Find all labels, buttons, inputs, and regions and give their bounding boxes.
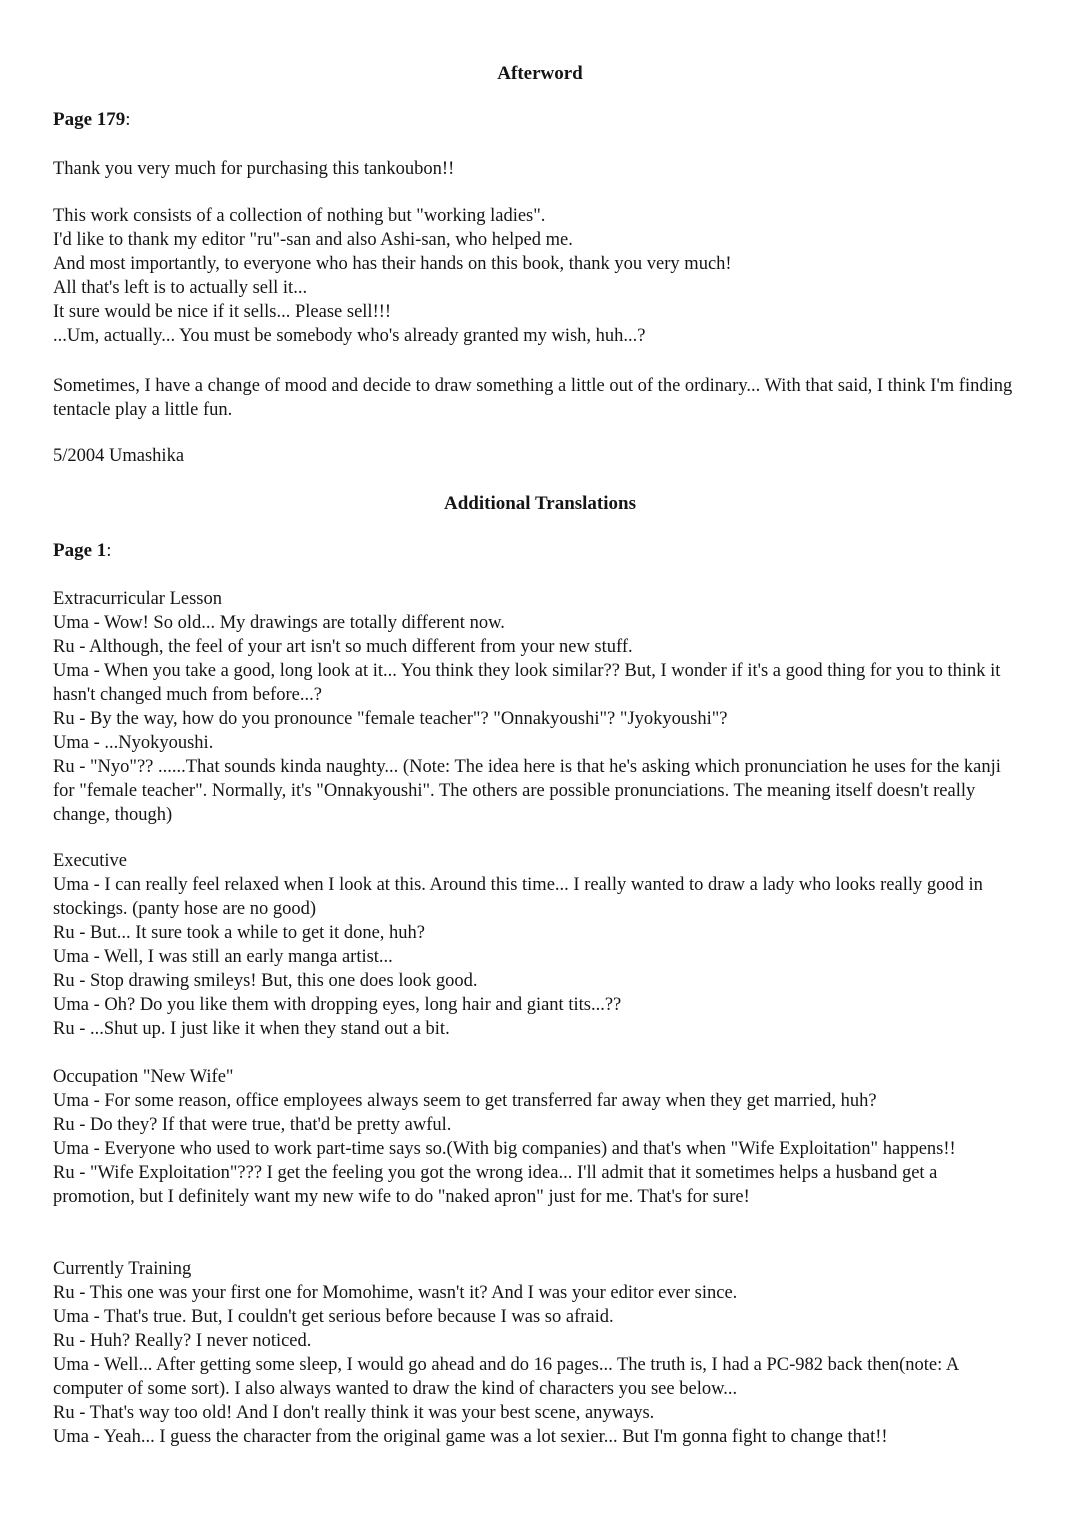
dialogue-line: Ru - ...Shut up. I just like it when they stand out a bit. bbox=[53, 1019, 450, 1039]
section-currently-training bbox=[53, 1257, 1013, 1449]
afterword-line: ...Um, actually... You must be somebody who's already granted my wish, huh...? bbox=[53, 326, 646, 346]
afterword-thanks: Thank you very much for purchasing this tankoubon!! bbox=[53, 159, 455, 179]
afterword-signature: 5/2004 Umashika bbox=[53, 446, 185, 466]
section-heading: Currently Training bbox=[53, 1259, 192, 1279]
dialogue-line: Uma - Well, I was still an early manga artist... bbox=[53, 947, 393, 967]
dialogue-line: Uma - Everyone who used to work part-time says so.(With big companies) and that's when "Wife Exploitation" happens!! bbox=[53, 1139, 956, 1159]
dialogue-line: Ru - "Wife Exploitation"??? I get the feeling you got the wrong idea... I'll admit that it sometimes helps a husband get a promotion, but I definitely want my new wife to do "naked apron" just for me. That's for sure! bbox=[53, 1163, 938, 1207]
dialogue-line: Ru - That's way too old! And I don't really think it was your best scene, anyways. bbox=[53, 1403, 655, 1423]
page-label-179: Page 179: bbox=[53, 109, 131, 130]
section-executive bbox=[53, 849, 1013, 1041]
afterword-line: It sure would be nice if it sells... Please sell!!! bbox=[53, 302, 392, 322]
section-extracurricular-lesson bbox=[53, 587, 1013, 827]
dialogue-line: Ru - This one was your first one for Momohime, wasn't it? And I was your editor ever since. bbox=[53, 1283, 738, 1303]
afterword-line: I'd like to thank my editor "ru"-san and also Ashi-san, who helped me. bbox=[53, 230, 573, 250]
additional-translations-title: Additional Translations bbox=[444, 493, 636, 514]
afterword-line: And most importantly, to everyone who has their hands on this book, thank you very much! bbox=[53, 254, 732, 274]
afterword-line: This work consists of a collection of nothing but "working ladies". bbox=[53, 206, 546, 226]
section-heading: Occupation "New Wife" bbox=[53, 1067, 234, 1087]
dialogue-line: Uma - Well... After getting some sleep, I would go ahead and do 16 pages... The truth is, I had a PC-982 back then(note: A computer of some sort). I also always wanted to draw the kind of characters you see below... bbox=[53, 1355, 959, 1399]
dialogue-line: Uma - ...Nyokyoushi. bbox=[53, 733, 214, 753]
dialogue-line: Uma - Yeah... I guess the character from the original game was a lot sexier... But I'm gonna fight to change that!! bbox=[53, 1427, 888, 1447]
section-heading: Extracurricular Lesson bbox=[53, 589, 222, 609]
dialogue-line: Uma - For some reason, office employees always seem to get transferred far away when they get married, huh? bbox=[53, 1091, 877, 1111]
dialogue-line: Ru - But... It sure took a while to get it done, huh? bbox=[53, 923, 425, 943]
dialogue-line: Uma - Oh? Do you like them with dropping eyes, long hair and giant tits...?? bbox=[53, 995, 622, 1015]
page-label-1: Page 1: bbox=[53, 540, 112, 561]
dialogue-line: Uma - Wow! So old... My drawings are totally different now. bbox=[53, 613, 505, 633]
section-heading: Executive bbox=[53, 851, 127, 871]
afterword-paragraph bbox=[53, 204, 1013, 348]
dialogue-line: Ru - Do they? If that were true, that'd be pretty awful. bbox=[53, 1115, 452, 1135]
dialogue-line: Ru - Although, the feel of your art isn't so much different from your new stuff. bbox=[53, 637, 633, 657]
dialogue-line: Ru - Stop drawing smileys! But, this one does look good. bbox=[53, 971, 478, 991]
dialogue-line: Uma - I can really feel relaxed when I look at this. Around this time... I really wanted to draw a lady who looks really good in stockings. (panty hose are no good) bbox=[53, 875, 983, 919]
page-label-1-text: Page 1 bbox=[53, 540, 107, 561]
afterword-mood: Sometimes, I have a change of mood and decide to draw something a little out of the ordinary... With that said, I think I'm finding tentacle play a little fun. bbox=[53, 376, 1013, 420]
dialogue-line: Ru - "Nyo"?? ......That sounds kinda naughty... (Note: The idea here is that he's asking which pronunciation he uses for the kanji for "female teacher". Normally, it's "Onnakyoushi". The others are possible pronunciations. The meaning itself doesn't really change, though) bbox=[53, 757, 1001, 825]
dialogue-line: Uma - That's true. But, I couldn't get serious before because I was so afraid. bbox=[53, 1307, 614, 1327]
section-occupation-new-wife bbox=[53, 1065, 1013, 1209]
afterword-line: All that's left is to actually sell it... bbox=[53, 278, 308, 298]
dialogue-line: Ru - Huh? Really? I never noticed. bbox=[53, 1331, 312, 1351]
page-label-179-text: Page 179 bbox=[53, 109, 126, 130]
dialogue-line: Uma - When you take a good, long look at it... You think they look similar?? But, I wonder if it's a good thing for you to think it hasn't changed much from before...? bbox=[53, 661, 1001, 705]
afterword-title: Afterword bbox=[497, 63, 583, 84]
dialogue-line: Ru - By the way, how do you pronounce "female teacher"? "Onnakyoushi"? "Jyokyoushi"? bbox=[53, 709, 728, 729]
